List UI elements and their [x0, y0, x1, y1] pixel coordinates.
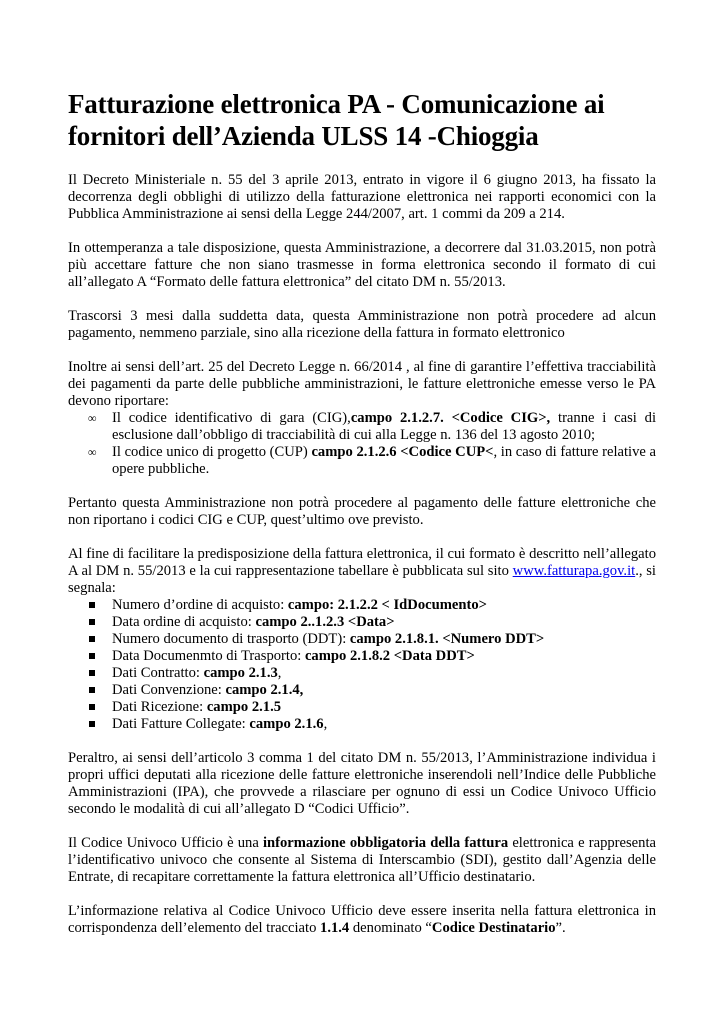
list-item: Data Documenmto di Trasporto: campo 2.1.8.2 <Data DDT> [68, 648, 656, 665]
infinity-bullet-icon: ∞ [88, 445, 97, 459]
paragraph-compliance: In ottemperanza a tale disposizione, questa Amministrazione, a decorrere dal 31.03.2015, non potrà più accettare fatture che non siano trasmesse in forma elettronica secondo il formato di cui all’allegato A “Formato delle fattura elettronica” del citato DM n. 55/2013. [68, 240, 656, 290]
list-item: Dati Convenzione: campo 2.1.4, [68, 682, 656, 699]
list-item: Data ordine di acquisto: campo 2..1.2.3 <Data> [68, 614, 656, 631]
square-bullet-icon [89, 687, 95, 693]
paragraph-payment-suspension: Trascorsi 3 mesi dalla suddetta data, questa Amministrazione non potrà procedere ad alcun pagamento, nemmeno parziale, sino alla ricezione della fattura in formato elettronico [68, 308, 656, 341]
invoice-fields-list [68, 597, 656, 733]
list-item: Numero documento di trasporto (DDT): campo 2.1.8.1. <Numero DDT> [68, 631, 656, 648]
list-item: Numero d’ordine di acquisto: campo: 2.1.2.2 < IdDocumento> [68, 597, 656, 614]
paragraph-codice-destinatario: L’informazione relativa al Codice Univoco Ufficio deve essere inserita nella fattura elettronica in corrispondenza dell’elemento del tracciato 1.1.4 denominato “Codice Destinatario”. [68, 903, 656, 936]
page-title: Fatturazione elettronica PA - Comunicazione ai fornitori dell’Azienda ULSS 14 -Chioggia [68, 89, 605, 151]
paragraph-facilitate: Al fine di facilitare la predisposizione della fattura elettronica, il cui formato è descritto nell’allegato A al DM n. 55/2013 e la cui rappresentazione tabellare è pubblicata sul sito www.fatturapa.gov.it., si segnala: [68, 546, 656, 596]
square-bullet-icon [89, 721, 95, 727]
paragraph-codice-univoco: Il Codice Univoco Ufficio è una informazione obbligatoria della fattura elettronica e rappresenta l’identificativo univoco che consente al Sistema di Interscambio (SDI), gestito dall’Agenzia delle Entrate, di recapitare correttamente la fattura elettronica all’Ufficio destinatario. [68, 835, 656, 885]
fatturapa-link[interactable]: www.fatturapa.gov.it [512, 563, 636, 579]
paragraph-decree: Il Decreto Ministeriale n. 55 del 3 aprile 2013, entrato in vigore il 6 giugno 2013, ha fissato la decorrenza degli obblighi di utilizzo della fatturazione elettronica nei rapporti economici con la Pubblica Amministrazione ai sensi della Legge 244/2007, art. 1 commi da 209 a 214. [68, 172, 656, 222]
square-bullet-icon [89, 619, 95, 625]
square-bullet-icon [89, 653, 95, 659]
square-bullet-icon [89, 670, 95, 676]
list-item: Dati Contratto: campo 2.1.3, [68, 665, 656, 682]
list-item: ∞ Il codice identificativo di gara (CIG),campo 2.1.2.7. <Codice CIG>, tranne i casi di esclusione dall’obbligo di tracciabilità di cui alla Legge n. 136 del 13 agosto 2010; [88, 410, 657, 443]
paragraph-no-payment: Pertanto questa Amministrazione non potrà procedere al pagamento delle fatture elettroniche che non riportano i codici CIG e CUP, quest’ultimo ove previsto. [68, 495, 656, 528]
list-item: Dati Fatture Collegate: campo 2.1.6, [68, 716, 656, 733]
paragraph-traceability: Inoltre ai sensi dell’art. 25 del Decreto Legge n. 66/2014 , al fine di garantire l’effettiva tracciabilità dei pagamenti da parte delle pubbliche amministrazioni, le fatture elettroniche emesse verso le PA devono riportare: [68, 359, 656, 409]
paragraph-ipa: Peraltro, ai sensi dell’articolo 3 comma 1 del citato DM n. 55/2013, l’Amministrazione individua i propri uffici deputati alla ricezione delle fatture elettroniche inserendoli nell’Indice delle Pubbliche Amministrazioni (IPA), che provvede a rilasciare per ognuno di essi un Codice Univoco Ufficio secondo le modalità di cui all’allegato D “Codici Ufficio”. [68, 750, 656, 817]
square-bullet-icon [89, 602, 95, 608]
square-bullet-icon [89, 636, 95, 642]
required-codes-list [68, 410, 656, 478]
square-bullet-icon [89, 704, 95, 710]
infinity-bullet-icon: ∞ [88, 411, 97, 425]
list-item: ∞ Il codice unico di progetto (CUP) campo 2.1.2.6 <Codice CUP<, in caso di fatture relative a opere pubbliche. [88, 444, 657, 477]
list-item: Dati Ricezione: campo 2.1.5 [68, 699, 656, 716]
